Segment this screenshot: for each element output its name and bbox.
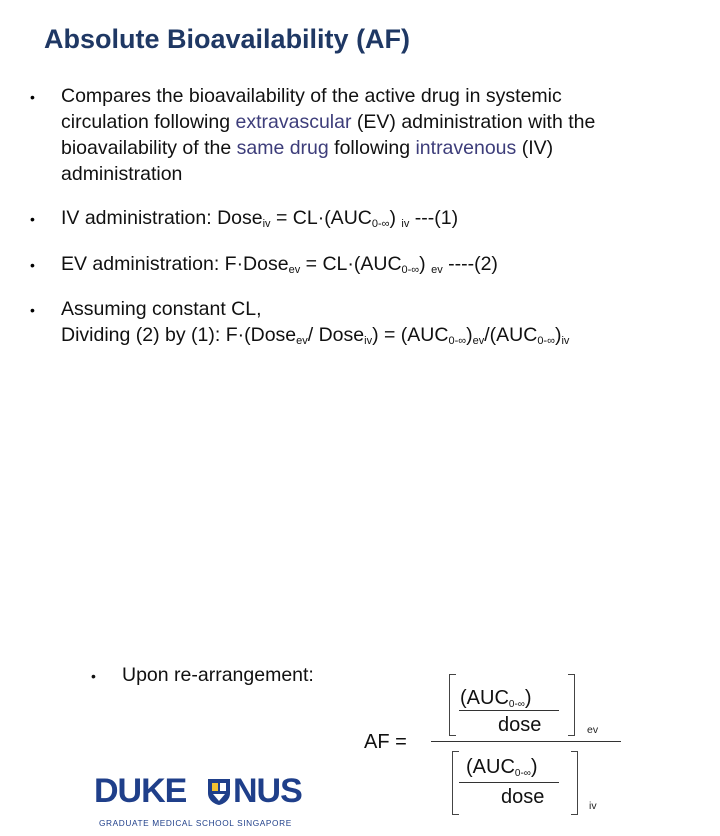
eq-text: EV administration: F·Dose: [61, 253, 289, 275]
bullet-text: following: [328, 137, 416, 159]
numerator-ev-subscript: ev: [587, 724, 599, 736]
auc-text: (AUC: [460, 687, 509, 709]
eq-text: ): [389, 207, 402, 229]
subscript: ev: [431, 264, 443, 276]
subscript: ev: [472, 335, 485, 347]
eq-text: = CL·(AUC: [300, 253, 402, 275]
numerator-fraction-bar: [459, 710, 559, 711]
eq-text: / Dose: [307, 324, 365, 346]
subscript: ev: [288, 264, 301, 276]
numerator-left-bracket: [449, 674, 456, 736]
bullet-text: Assuming constant CL,: [61, 298, 262, 320]
auc-text: (AUC: [466, 756, 515, 778]
bullet-dot: •: [30, 302, 35, 318]
bullet-dot: •: [30, 257, 35, 273]
subscript: ev: [296, 335, 308, 347]
eq-text: IV administration: Dose: [61, 207, 263, 229]
subscript: iv: [364, 335, 373, 347]
slide-title: Absolute Bioavailability (AF): [44, 24, 411, 54]
subscript: 0-∞: [514, 768, 531, 779]
eq-text: ): [554, 324, 562, 346]
bullet-ev-administration: [61, 251, 498, 277]
subscript: 0-∞: [448, 335, 467, 347]
subscript: 0-∞: [401, 264, 420, 276]
subscript: iv: [401, 218, 410, 230]
subscript: iv: [561, 335, 570, 347]
eq-label: ---(1): [409, 207, 459, 229]
eq-text: ) = (AUC: [372, 324, 449, 346]
subscript: 0-∞: [537, 335, 555, 347]
bullet-dividing: [61, 296, 599, 828]
eq-text: ): [466, 324, 473, 346]
numerator-right-bracket: [568, 674, 575, 736]
crest-icon: [207, 778, 231, 806]
af-lhs: AF =: [364, 731, 407, 753]
denominator-dose: dose: [501, 786, 545, 808]
denominator-right-bracket: [571, 751, 578, 815]
denominator-auc: [466, 754, 538, 780]
bullet-compares: [61, 83, 595, 187]
auc-text: ): [530, 756, 538, 778]
eq-text: Dividing (2) by (1): F·(Dose: [61, 324, 297, 346]
bullet-text: circulation following: [61, 111, 236, 133]
numerator-auc: [460, 685, 532, 711]
bullet-dot: •: [30, 211, 35, 227]
bullet-text: (IV): [516, 137, 554, 159]
logo-duke: DUKE: [94, 772, 187, 810]
numerator-dose: dose: [498, 714, 542, 736]
subscript: iv: [262, 218, 271, 230]
subscript: 0-∞: [371, 218, 390, 230]
eq-text: = CL·(AUC: [270, 207, 372, 229]
bullet-text: Compares the bioavailability of the active drug in systemic: [61, 85, 562, 107]
bullet-text: (EV) administration with the: [351, 111, 596, 133]
bullet-iv-administration: [61, 205, 458, 231]
highlight-same-drug: same drug: [236, 137, 329, 159]
bullet-text: bioavailability of the: [61, 137, 237, 159]
logo-nus: NUS: [233, 772, 302, 810]
denominator-left-bracket: [452, 751, 459, 815]
auc-text: ): [524, 687, 532, 709]
bullet-dot: •: [30, 89, 35, 105]
bullet-dot: •: [91, 668, 96, 684]
eq-text: ): [419, 253, 432, 275]
denominator-fraction-bar: [459, 782, 559, 783]
eq-text: /(AUC: [484, 324, 538, 346]
eq-label: ----(2): [442, 253, 498, 275]
denominator-iv-subscript: iv: [589, 800, 597, 812]
bullet-rearrangement: Upon re-arrangement:: [122, 664, 314, 686]
logo-tagline: GRADUATE MEDICAL SCHOOL SINGAPORE: [99, 818, 292, 828]
subscript: 0-∞: [508, 699, 525, 710]
highlight-extravascular: extravascular: [235, 111, 352, 133]
bullet-text: administration: [61, 163, 183, 185]
highlight-intravenous: intravenous: [415, 137, 517, 159]
